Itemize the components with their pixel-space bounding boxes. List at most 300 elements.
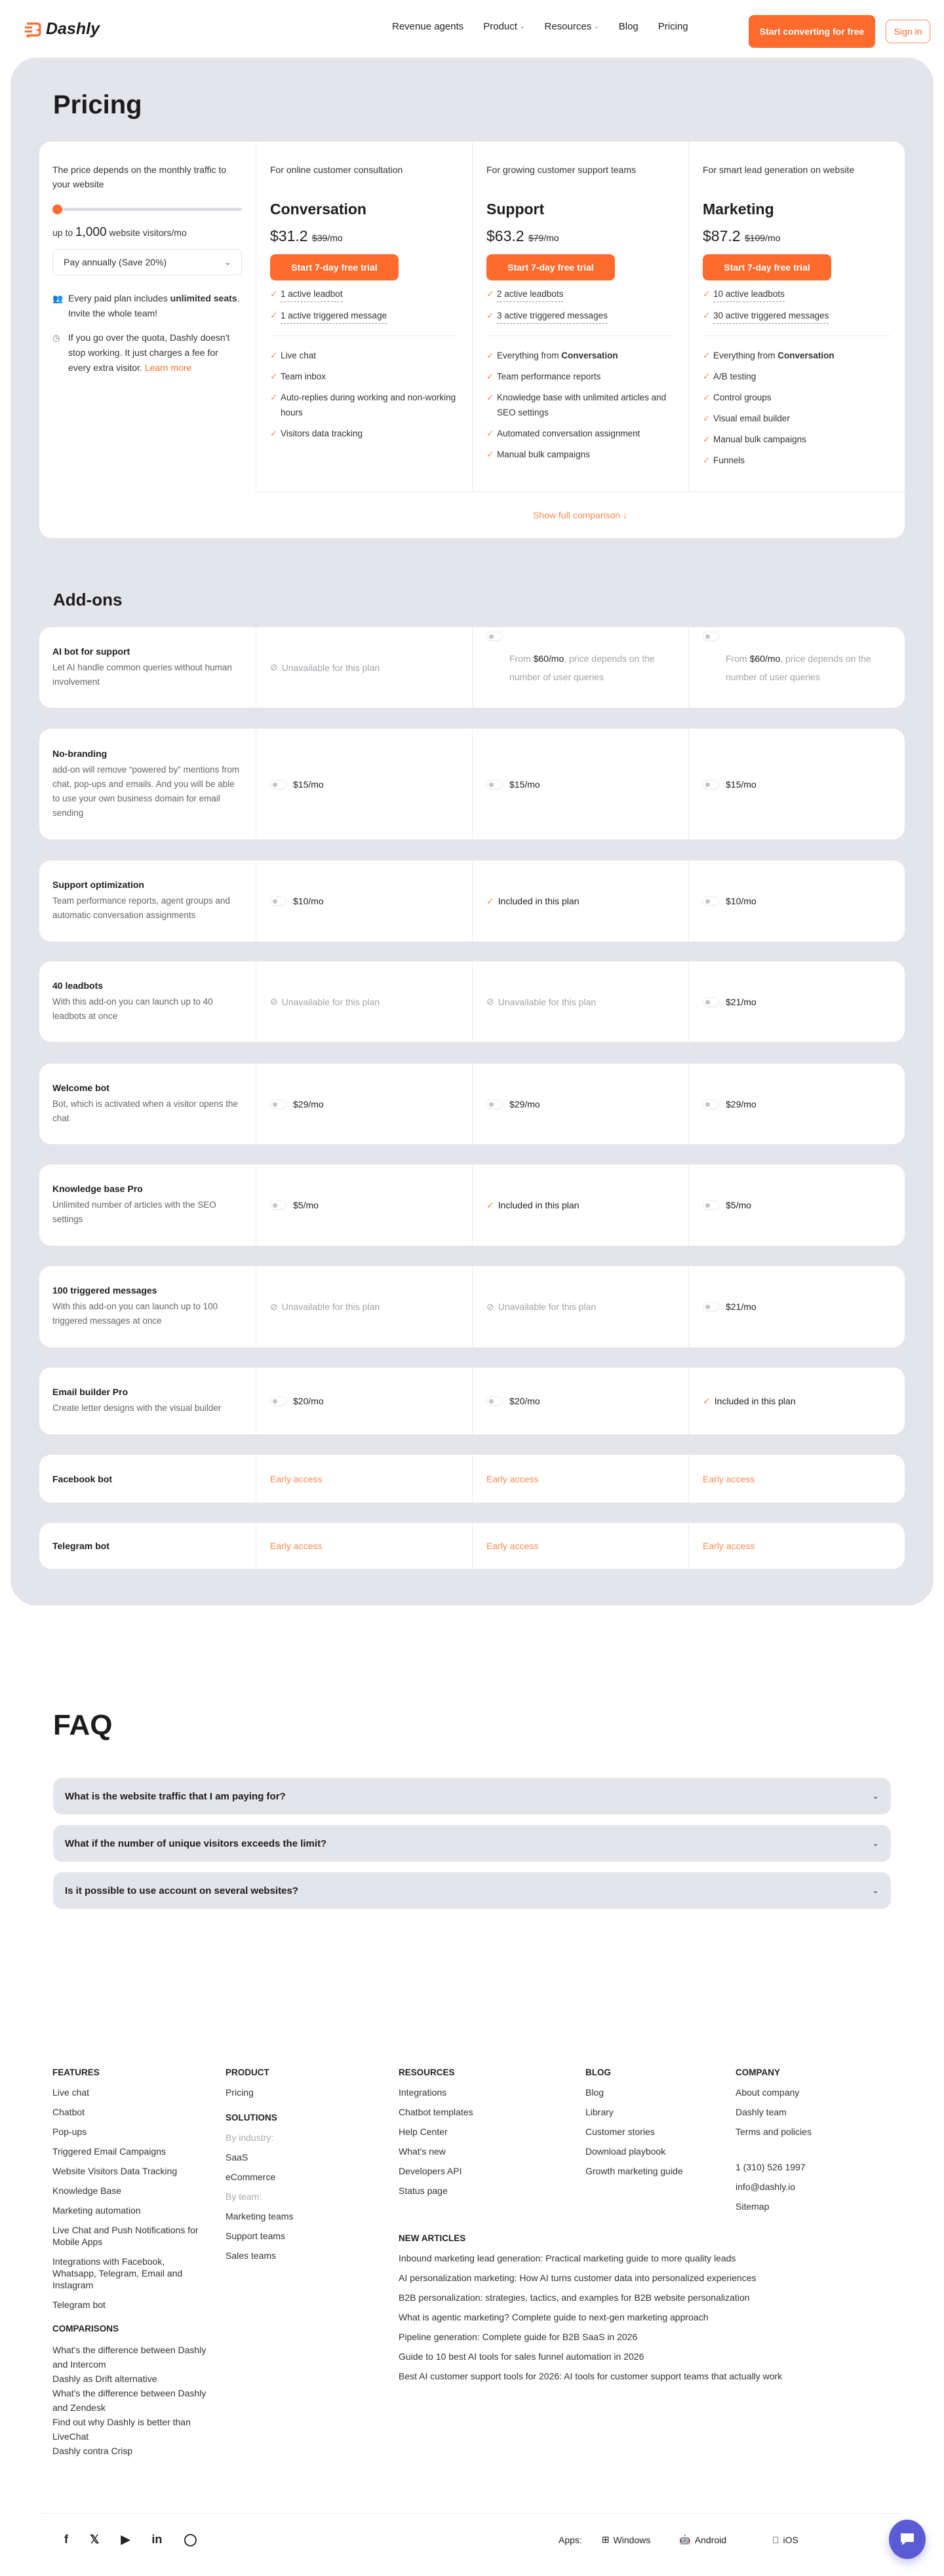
- addon-row: [39, 1266, 905, 1347]
- addon-cell: [688, 729, 905, 839]
- early-access-link[interactable]: Early access: [486, 1473, 539, 1484]
- chevron-down-icon: ⌄: [872, 1791, 879, 1801]
- addon-label: [39, 1064, 256, 1144]
- footer-link[interactable]: Guide to 10 best AI tools for sales funnel automation in 2026: [399, 2351, 644, 2362]
- addon-toggle[interactable]: [703, 632, 719, 641]
- footer-link[interactable]: Inbound marketing lead generation: Practical marketing guide to more quality leads: [399, 2253, 736, 2263]
- early-access-link[interactable]: Early access: [270, 1473, 323, 1484]
- footer-link[interactable]: eCommerce: [226, 2172, 276, 2182]
- addon-toggle[interactable]: [486, 1100, 503, 1109]
- plan-feature: [703, 453, 891, 468]
- plan-feature: [270, 348, 458, 363]
- footer-features: [52, 2067, 210, 2458]
- plan-support: [472, 142, 688, 491]
- footer-heading: BLOG: [585, 2067, 611, 2077]
- check-icon: ✓: [703, 455, 711, 465]
- addon-title: 100 triggered messages: [52, 1285, 157, 1296]
- addon-toggle[interactable]: [270, 780, 286, 789]
- unavailable-icon: ⊘: [270, 996, 278, 1007]
- early-access-link[interactable]: Early access: [270, 1541, 323, 1551]
- addon-toggle[interactable]: [703, 1100, 719, 1109]
- addon-toggle[interactable]: [270, 1100, 286, 1109]
- cell-text: Unavailable for this plan: [281, 1301, 380, 1312]
- chevron-down-icon: ⌄: [519, 23, 525, 29]
- x-icon[interactable]: 𝕏: [90, 2533, 100, 2546]
- addon-desc: Bot, which is activated when a visitor opens the chat: [52, 1098, 238, 1123]
- price-period: /mo: [543, 233, 559, 243]
- nav-label: Pricing: [658, 21, 688, 32]
- nav-blog[interactable]: [619, 21, 639, 32]
- footer-link[interactable]: Terms and policies: [736, 2126, 812, 2137]
- addon-price: $15/mo: [726, 779, 757, 790]
- nav-label: Blog: [618, 21, 639, 32]
- visitors-value: 1,000: [75, 225, 107, 239]
- slider-track[interactable]: [52, 208, 242, 211]
- footer-link[interactable]: Telegram bot: [52, 2299, 106, 2310]
- plan-conversation: [256, 142, 472, 491]
- youtube-icon[interactable]: ▶: [121, 2533, 130, 2546]
- price-period: /mo: [327, 233, 343, 243]
- addon-cell: [256, 1368, 472, 1434]
- cell-text: Unavailable for this plan: [281, 662, 380, 673]
- app-android[interactable]: [679, 2534, 726, 2545]
- footer-link[interactable]: SaaS: [226, 2152, 248, 2163]
- nav-pricing[interactable]: [658, 21, 688, 32]
- faq-question: Is it possible to use account on several websites?: [65, 1885, 298, 1896]
- addon-cell: [688, 627, 905, 708]
- footer-link[interactable]: Find out why Dashly is better than LiveChat: [52, 2417, 191, 2442]
- faq-item[interactable]: [53, 1825, 891, 1862]
- addon-label: [39, 1266, 256, 1347]
- footer-link[interactable]: What's new: [399, 2146, 446, 2157]
- plan-feature: [486, 426, 675, 441]
- plan-price: [486, 227, 675, 245]
- limit-text[interactable]: 2 active leadbots: [497, 286, 563, 302]
- addon-toggle[interactable]: [703, 1302, 719, 1311]
- traffic-slider[interactable]: [52, 204, 242, 214]
- nav-resources[interactable]: [545, 21, 599, 32]
- show-full-comparison-link[interactable]: Show full comparison ↓: [256, 491, 905, 538]
- check-icon: ✓: [270, 351, 278, 360]
- addon-cell: [472, 1266, 688, 1347]
- plan-marketing: [688, 142, 905, 491]
- linkedin-icon[interactable]: in: [151, 2533, 163, 2546]
- footer-link[interactable]: Marketing teams: [226, 2211, 294, 2221]
- plan-name: Conversation: [270, 201, 366, 218]
- faq-title: FAQ: [53, 1709, 113, 1741]
- addon-toggle[interactable]: [703, 997, 719, 1007]
- addon-cell: [688, 1266, 905, 1347]
- app-label: iOS: [776, 2534, 792, 2545]
- addon-title: Facebook bot: [52, 1473, 113, 1484]
- addon-cell: [688, 1368, 905, 1434]
- footer-link[interactable]: Pricing: [226, 2087, 254, 2098]
- seats-note: [52, 291, 242, 321]
- plan-feature: [486, 348, 675, 363]
- price-current: $87.2: [703, 227, 741, 244]
- check-icon: ✓: [486, 895, 494, 906]
- plan-feature: [270, 369, 458, 384]
- plan-price: [703, 227, 891, 245]
- footer-phone[interactable]: 1 (310) 526 1997: [736, 2162, 806, 2172]
- footer-articles: [399, 2233, 897, 2390]
- footer-link[interactable]: What's the difference between Dashly and Intercom: [52, 2345, 206, 2370]
- addon-desc: Let AI handle common queries without human involvement: [52, 662, 232, 687]
- check-icon: ✓: [270, 393, 278, 402]
- feature-text: Everything from: [497, 351, 562, 360]
- addon-toggle[interactable]: [270, 1396, 286, 1406]
- feature-text: Live chat: [281, 351, 317, 360]
- addon-price: $15/mo: [509, 779, 540, 790]
- addon-row: [39, 1368, 905, 1434]
- chat-icon: [899, 2531, 916, 2547]
- app-label: Android: [694, 2534, 727, 2545]
- price-old: $39: [311, 233, 328, 243]
- plan-feature: [270, 390, 458, 420]
- start-converting-button[interactable]: Start converting for free: [749, 15, 875, 48]
- feature-text: Automated conversation assignment: [497, 429, 640, 438]
- windows-icon: ⊞: [601, 2534, 610, 2545]
- unavailable-icon: ⊘: [270, 1301, 278, 1312]
- nav-product[interactable]: [483, 21, 524, 32]
- check-icon: ✓: [270, 311, 278, 320]
- addon-desc: With this add-on you can launch up to 100 triggered messages at once: [52, 1301, 218, 1326]
- cell-text: Included in this plan: [714, 1395, 796, 1406]
- plan-limit: [703, 286, 891, 302]
- billing-value: Pay annually (Save 20%): [64, 257, 167, 267]
- feature-text: Everything from: [713, 351, 778, 360]
- feature-text: Manual bulk campaigns: [713, 434, 806, 444]
- plan-feature: [703, 411, 891, 426]
- nav-label: Product: [483, 21, 517, 32]
- footer-subheading: By industry:: [226, 2132, 274, 2143]
- footer-link[interactable]: Integrations with Facebook, Whatsapp, Telegram, Email and Instagram: [52, 2256, 183, 2290]
- traffic-intro: The price depends on the monthly traffic to your website: [52, 164, 227, 189]
- check-icon: ✓: [486, 393, 494, 402]
- footer-heading: COMPANY: [736, 2067, 781, 2077]
- footer-link[interactable]: Library: [585, 2107, 614, 2117]
- addon-toggle[interactable]: [486, 1396, 503, 1406]
- quota-note: [52, 330, 242, 375]
- addon-row: [39, 1455, 905, 1503]
- addon-cell: [256, 1164, 472, 1246]
- addon-title: 40 leadbots: [52, 980, 104, 991]
- addon-cell: [256, 1455, 472, 1503]
- pricing-card: [39, 142, 905, 538]
- addon-price: $10/mo: [726, 896, 757, 906]
- ai-post: , price depends on the number of user queries: [509, 653, 655, 682]
- footer-heading: PRODUCT: [226, 2067, 269, 2077]
- footer-link[interactable]: Developers API: [399, 2166, 462, 2176]
- plan-feature: [703, 432, 891, 447]
- plan-feature: [486, 390, 675, 420]
- footer-link[interactable]: Support teams: [226, 2231, 286, 2241]
- addon-cell: [472, 1064, 688, 1144]
- addon-cell: [256, 1064, 472, 1144]
- addon-toggle[interactable]: [486, 780, 503, 789]
- addon-label: [39, 729, 256, 839]
- cell-text: Unavailable for this plan: [498, 1301, 597, 1312]
- addon-price: $5/mo: [293, 1200, 319, 1210]
- footer-link[interactable]: Live Chat and Push Notifications for Mobile Apps: [52, 2225, 199, 2247]
- addon-cell: [688, 961, 905, 1042]
- early-access-link[interactable]: Early access: [486, 1541, 539, 1551]
- addon-label: [39, 1523, 256, 1569]
- addon-desc: Unlimited number of articles with the SEO settings: [52, 1200, 216, 1224]
- footer-link[interactable]: Knowledge Base: [52, 2185, 122, 2196]
- addon-label: [39, 1164, 256, 1246]
- check-icon: ✓: [486, 372, 494, 381]
- feature-text: Team inbox: [281, 372, 326, 381]
- quota-text: If you go over the quota, Dashly doesn't stop working. It just charges a fee for every extra visitor.: [68, 332, 230, 373]
- footer-link[interactable]: Download playbook: [585, 2146, 666, 2157]
- plan-feature: [270, 426, 458, 441]
- cell-text: Included in this plan: [498, 1199, 580, 1210]
- check-icon: ✓: [703, 434, 711, 444]
- plan-limit: [703, 308, 891, 324]
- feature-text: Funnels: [713, 455, 745, 465]
- sign-in-button[interactable]: Sign in: [886, 20, 930, 43]
- addon-label: [39, 1455, 256, 1503]
- feature-text: Team performance reports: [497, 372, 601, 381]
- start-trial-button[interactable]: Start 7-day free trial: [270, 254, 399, 280]
- price-current: $63.2: [486, 227, 524, 244]
- addon-cell: [256, 729, 472, 839]
- addon-title: Welcome bot: [52, 1082, 109, 1093]
- footer-email[interactable]: info@dashly.io: [736, 2182, 795, 2192]
- addon-title: Knowledge base Pro: [52, 1183, 143, 1194]
- visitors-suffix: website visitors/mo: [109, 227, 187, 238]
- addon-label: [39, 860, 256, 942]
- android-icon: 🤖: [679, 2534, 691, 2545]
- addon-cell: [472, 1164, 688, 1246]
- footer-link[interactable]: Dashly contra Crisp: [52, 2446, 133, 2456]
- addon-cell: [688, 1164, 905, 1246]
- addon-price: $29/mo: [726, 1098, 757, 1109]
- feature-bold: Conversation: [777, 351, 835, 360]
- apps-bar: [559, 2534, 798, 2545]
- check-icon: ✓: [486, 450, 494, 459]
- limit-text[interactable]: 1 active leadbot: [281, 286, 343, 302]
- check-icon: ✓: [703, 413, 711, 423]
- plan-limit: [270, 286, 458, 302]
- main-nav: [392, 21, 688, 32]
- footer-link[interactable]: Dashly team: [736, 2107, 787, 2117]
- footer-link[interactable]: Dashly as Drift alternative: [52, 2374, 157, 2384]
- nav-revenue-agents[interactable]: [392, 21, 463, 32]
- limit-text[interactable]: 3 active triggered messages: [497, 308, 608, 324]
- footer-heading: FEATURES: [52, 2067, 100, 2077]
- early-access-link[interactable]: Early access: [703, 1541, 755, 1551]
- addon-cell: [256, 860, 472, 942]
- cell-text: Unavailable for this plan: [281, 996, 380, 1007]
- feature-text: Visual email builder: [713, 413, 790, 423]
- ai-price: $60/mo: [749, 653, 781, 664]
- addon-price: $21/mo: [726, 996, 757, 1007]
- addon-cell: [472, 729, 688, 839]
- addon-price: $15/mo: [293, 779, 324, 790]
- addon-cell: [472, 1455, 688, 1503]
- chevron-down-icon: ⌄: [594, 23, 599, 29]
- footer-link[interactable]: Triggered Email Campaigns: [52, 2146, 166, 2157]
- footer-link[interactable]: B2B personalization: strategies, tactics, and examples for B2B website personalization: [399, 2292, 750, 2303]
- faq-item[interactable]: [53, 1778, 891, 1815]
- seats-post: . Invite the whole team!: [68, 293, 240, 318]
- addon-toggle[interactable]: [703, 780, 719, 789]
- limit-text[interactable]: 1 active triggered message: [281, 308, 387, 324]
- feature-text: Manual bulk campaigns: [497, 450, 590, 459]
- plan-name: Marketing: [703, 201, 774, 218]
- check-icon: ✓: [703, 289, 711, 299]
- addon-row: [39, 860, 905, 942]
- footer-link[interactable]: Growth marketing guide: [585, 2166, 683, 2176]
- addon-desc: Create letter designs with the visual builder: [52, 1403, 222, 1413]
- addon-cell: [472, 627, 688, 708]
- addon-label: [39, 1368, 256, 1434]
- chat-widget-button[interactable]: [889, 2520, 926, 2559]
- addon-title: Support optimization: [52, 879, 144, 890]
- footer-subheading: By team:: [226, 2191, 262, 2202]
- plan-price: [270, 227, 458, 245]
- addon-cell: [472, 1523, 688, 1569]
- ai-pre: From: [509, 653, 534, 664]
- addons-title: Add-ons: [53, 590, 123, 609]
- addon-cell: [256, 627, 472, 708]
- footer-link[interactable]: Live chat: [52, 2087, 90, 2098]
- addon-price: $10/mo: [293, 896, 324, 906]
- footer-link[interactable]: Marketing automation: [52, 2205, 141, 2216]
- unavailable-icon: ⊘: [270, 662, 278, 672]
- footer-link[interactable]: Status page: [399, 2185, 448, 2196]
- footer-link[interactable]: Customer stories: [585, 2126, 655, 2137]
- feature-text: A/B testing: [713, 372, 757, 381]
- plan-feature: [486, 369, 675, 384]
- footer-heading: NEW ARTICLES: [399, 2233, 466, 2243]
- limit-text[interactable]: 30 active triggered messages: [713, 308, 829, 324]
- addon-price: $29/mo: [509, 1098, 540, 1109]
- visitors-readout: [52, 225, 242, 240]
- check-icon: ✓: [486, 351, 494, 360]
- check-icon: ✓: [703, 351, 711, 360]
- footer-link[interactable]: Chatbot: [52, 2107, 85, 2117]
- addon-cell: [688, 1064, 905, 1144]
- app-ios[interactable]: [772, 2535, 798, 2545]
- faq-question: What is the website traffic that I am paying for?: [65, 1790, 286, 1802]
- start-trial-button[interactable]: Start 7-day free trial: [703, 254, 831, 280]
- plan-limit: [486, 308, 675, 324]
- addon-cell: [688, 1455, 905, 1503]
- footer-heading: RESOURCES: [399, 2067, 455, 2077]
- footer-link[interactable]: Sales teams: [226, 2250, 277, 2261]
- addon-title: Email builder Pro: [52, 1387, 128, 1397]
- unavailable-icon: ⊘: [486, 996, 494, 1007]
- seats-bold: unlimited seats: [170, 293, 237, 303]
- footer-link[interactable]: Best AI customer support tools for 2026: AI tools for customer support teams that actually work: [399, 2371, 783, 2381]
- check-icon: ✓: [270, 289, 278, 299]
- footer-link[interactable]: Pipeline generation: Complete guide for B2B SaaS in 2026: [399, 2332, 638, 2342]
- check-icon: ✓: [486, 289, 494, 299]
- footer-link[interactable]: About company: [736, 2087, 800, 2098]
- plan-feature: [703, 348, 891, 363]
- addon-row: [39, 1523, 905, 1569]
- price-old: $79: [528, 233, 544, 243]
- brand-name: Dashly: [46, 20, 100, 38]
- app-label: Windows: [613, 2534, 651, 2545]
- logo-icon: [25, 22, 42, 37]
- addon-desc: add-on will remove “powered by” mentions from chat, pop-ups and emails. And you will be able to use your own business domain for email sending: [52, 764, 240, 818]
- feature-text: Control groups: [713, 393, 772, 402]
- footer-link[interactable]: Chatbot templates: [399, 2107, 473, 2117]
- traffic-column: [39, 142, 256, 491]
- app-windows[interactable]: [602, 2534, 651, 2545]
- plan-feature: [703, 369, 891, 384]
- price-current: $31.2: [270, 227, 308, 244]
- slider-handle[interactable]: [52, 204, 62, 214]
- visitors-prefix: up to: [52, 227, 73, 238]
- apple-icon: [772, 2535, 779, 2545]
- addon-toggle[interactable]: [270, 1201, 286, 1210]
- price-period: /mo: [765, 233, 781, 243]
- faq-item[interactable]: [53, 1872, 891, 1909]
- addon-toggle[interactable]: [486, 632, 503, 641]
- addon-cell: [472, 860, 688, 942]
- footer-link[interactable]: Sitemap: [736, 2201, 770, 2212]
- learn-more-link[interactable]: Learn more: [144, 362, 192, 373]
- addon-price: $29/mo: [293, 1098, 324, 1109]
- plan-feature: [703, 390, 891, 405]
- chevron-down-icon: ⌄: [224, 258, 231, 267]
- dashly-logo[interactable]: [25, 20, 100, 39]
- addon-title: No-branding: [52, 748, 108, 759]
- addon-title: Telegram bot: [52, 1541, 109, 1551]
- footer-link[interactable]: Help Center: [399, 2126, 448, 2137]
- footer-link[interactable]: Blog: [585, 2087, 604, 2098]
- footer-link[interactable]: AI personalization marketing: How AI turns customer data into personalized experiences: [399, 2273, 757, 2283]
- footer-link[interactable]: Website Visitors Data Tracking: [52, 2166, 178, 2176]
- page-title: Pricing: [53, 90, 142, 119]
- addon-label: [39, 627, 256, 708]
- addon-title: AI bot for support: [52, 645, 130, 657]
- plan-tagline: For growing customer support teams: [486, 164, 636, 175]
- footer-link[interactable]: What's the difference between Dashly and Zendesk: [52, 2388, 206, 2413]
- unavailable-icon: ⊘: [486, 1301, 494, 1312]
- footer-link[interactable]: What is agentic marketing? Complete guide to next-gen marketing approach: [399, 2312, 709, 2322]
- footer-company: [736, 2067, 893, 2220]
- plan-feature: [486, 447, 675, 462]
- footer-divider: [41, 2513, 903, 2514]
- billing-select[interactable]: [52, 249, 242, 275]
- facebook-icon[interactable]: f: [64, 2533, 68, 2546]
- addon-price: $20/mo: [509, 1396, 540, 1406]
- feature-text: Knowledge base with unlimited articles and SEO settings: [497, 393, 667, 417]
- footer-link[interactable]: Pop-ups: [52, 2126, 87, 2137]
- start-trial-button[interactable]: Start 7-day free trial: [486, 254, 615, 280]
- cell-text: Included in this plan: [498, 895, 580, 906]
- early-access-link[interactable]: Early access: [703, 1473, 755, 1484]
- addon-toggle[interactable]: [270, 896, 286, 906]
- ai-post: , price depends on the number of user queries: [726, 653, 871, 682]
- limit-text[interactable]: 10 active leadbots: [713, 286, 785, 302]
- addon-toggle[interactable]: [703, 896, 719, 906]
- addon-toggle[interactable]: [703, 1201, 719, 1210]
- instagram-icon[interactable]: ◯: [184, 2533, 197, 2546]
- ai-price: $60/mo: [533, 653, 564, 664]
- addon-desc: Team performance reports, agent groups and automatic conversation assignments: [52, 896, 230, 920]
- footer-blog: [585, 2067, 730, 2185]
- cell-text: Unavailable for this plan: [498, 996, 597, 1007]
- footer-link[interactable]: Integrations: [399, 2087, 447, 2098]
- addon-cell: [688, 860, 905, 942]
